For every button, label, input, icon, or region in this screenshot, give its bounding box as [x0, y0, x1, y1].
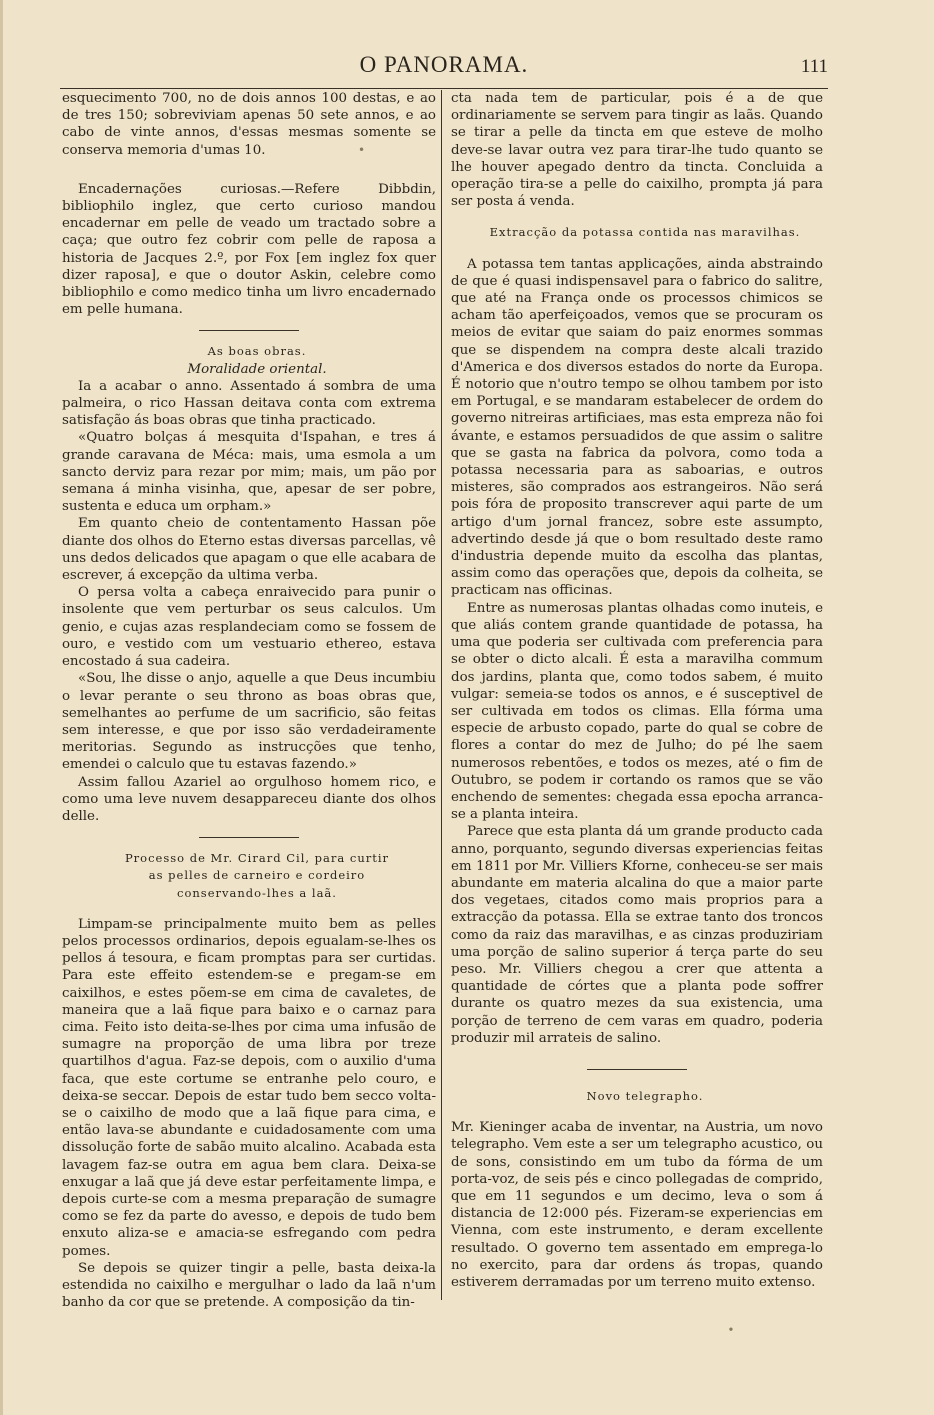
article-paragraph: Limpam-se principalmente muito bem as pelles pelos processos ordinarios, depois egualam-se-lhes os pellos á tesoura, e ficam promptas para ser curtidas. Para este effeito estendem-se e pregam-se em caixilhos, e estes põem-se em cima de cavaletes, de maneira que a laã fique para baixo e o carnaz para cima. Feito isto deita-se-lhes por cima uma infusão de sumagre na proporção de uma libra por treze quartilhos d'agua. Faz-se depois, com o auxilio d'uma faca, que este cortume se entranhe pelo couro, e deixa-se seccar. Depois de estar tudo bem secco volta-se o caixilho de modo que a laã fique para cima, e então lava-se abundante e cuidadosamente com uma dissolução forte de sabão muito alcalino. Acabada esta lavagem faz-se outra em agua bem clara. Deixa-se enxugar a laã que já deve estar perfeitamente limpa, e depois curte-se com a mesma preparação de sumagre como se fez da parte do avesso, e depois de tudo bem enxuto aliza-se e amacia-se esfregando com pedra pomes. — [62, 916, 436, 1259]
article-paragraph: Mr. Kieninger acaba de inventar, na Austria, um novo telegrapho. Vem este a ser um telegrapho acustico, ou de sons, consistindo em um tubo da fórma de um porta-voz, de seis pés e cinco pollegadas de comprido, que em 11 segundos e um decimo, leva o som á distancia de 12:000 pés. Fizeram-se experiencias em Vienna, com este instrumento, e deram excellente resultado. O governo tem assentado em emprega-lo no exercito, para dar ordens ás tropas, quando estiverem derramadas por um terreno muito extenso. — [451, 1120, 823, 1290]
article-paragraph: O persa volta a cabeça enraivecido para punir o insolente que vem perturbar os seus calculos. Um genio, e cujas azas resplandeciam como se fossem de ouro, e vestido com um vestuario ethereo, estava encostado á sua cadeira. — [62, 585, 436, 670]
section-separator — [199, 330, 299, 331]
article-paragraph: A potassa tem tantas applicações, ainda abstraindo de que é quasi indispensavel para o fabrico do salitre, que até na França onde os processos chimicos se acham tão aperfeiçoados, vemos que se procuram os meios de evitar que saiam do paiz enormes sommas que se dispendem na compra deste alcali trazido d'America e dos diversos estados do norte da Europa. É notorio que n'outro tempo se olhou tambem por isto em Portugal, e se mandaram estabelecer de ordem do governo nitreiras artificiaes, mas esta empreza não foi ávante, e estamos persuadidos de que assim o salitre que se gasta na fabrica da polvora, como toda a potassa necessaria para as saboarias, e outros misteres, são comprados aos estrangeiros. Não será pois fóra de proposito transcrever aqui parte de um artigo d'um jornal francez, sobre este assumpto, advertindo desde já que o bom resultado deste ramo d'industria depende muito da escolha das plantas, assim como das operações que, depois da colheita, se practicam nas officinas. — [451, 256, 823, 599]
left-column — [62, 90, 436, 1311]
ink-spot: ∙ — [728, 1322, 734, 1336]
section-title-processo-1: Processo de Mr. Cirard Cil, para curtir — [124, 851, 390, 866]
section-title-potassa: Extracção da potassa contida nas maravilhas. — [489, 225, 801, 240]
section-title-telegrapho: Novo telegrapho. — [586, 1088, 704, 1103]
journal-title: O PANORAMA. — [359, 52, 529, 77]
page-number: 111 — [800, 56, 828, 77]
article-paragraph: Em quanto cheio de contentamento Hassan põe diante dos olhos do Eterno estas diversas parcellas, vê uns dedos delicados que apagam o que elle acabara de escrever, á excepção da ultima verba. — [62, 516, 436, 584]
article-paragraph: «Quatro bolças á mesquita d'Ispahan, e tres á grande caravana de Méca: mais, uma esmola a um sancto derviz para rezar por mim; mais, um pão por semana á minha visinha, que, apesar de ser pobre, sustenta e educa um orpham.» — [62, 430, 436, 515]
article-paragraph: Entre as numerosas plantas olhadas como inuteis, e que aliás contem grande quantidade de potassa, ha uma que poderia ser cultivada com preferencia para se obter o dicto alcali. É esta a maravilha commum dos jardins, planta que, como todos sabem, é muito vulgar: semeia-se todos os annos, e é susceptivel de ser cultivada em todos os climas. Ella fórma uma especie de arbusto copado, parte do qual se cobre de flores a contar do mez de Julho; do pé lhe saem numerosos rebentões, e todos os mezes, até o fim de Outubro, se podem ir cortando os ramos que se vão enchendo de sementes: chegada essa epocha arranca-se a planta inteira. — [451, 600, 823, 823]
column-divider — [441, 90, 442, 1300]
article-paragraph: Assim fallou Azariel ao orgulhoso homem rico, e como uma leve nuvem desappareceu diante dos olhos delle. — [62, 774, 436, 824]
right-column — [451, 90, 823, 1291]
page-edge — [0, 0, 3, 1415]
article-paragraph: Ia a acabar o anno. Assentado á sombra de uma palmeira, o rico Hassan deitava conta com extrema satisfação ás boas obras que tinha practicado. — [62, 378, 436, 429]
ink-spot: • — [358, 143, 366, 157]
intro-paragraph: esquecimento 700, no de dois annos 100 destas, e ao de tres 150; sobreviviam apenas 50 sete annos, e ao cabo de vinte annos, d'essas mesmas somente se conserva memoria d'umas 10. — [62, 91, 436, 158]
article-paragraph: Se depois se quizer tingir a pelle, basta deixa-la estendida no caixilho e mergulhar o lado da laã n'um banho da cor que se pretende. A composição da tin- — [62, 1260, 436, 1311]
page-header — [60, 52, 828, 88]
section-separator — [199, 837, 299, 838]
section-title-processo-2: as pelles de carneiro e cordeiro — [148, 868, 366, 883]
section-title-processo-3: conservando-lhes a laã. — [177, 885, 337, 900]
encadernacoes-paragraph: Encadernações curiosas.—Refere Dibbdin, bibliophilo inglez, que certo curioso mandou encadernar em pelle de veado um tractado sobre a caça; que outro fez cobrir com pelle de raposa a historia de Jacques 2.º, por Fox [em inglez fox quer dizer raposa], e que o doutor Askin, celebre como bibliophilo e como medico tinha um livro encadernado em pelle humana. — [62, 181, 436, 318]
continuation-paragraph: cta nada tem de particular, pois é a de que ordinariamente se servem para tingir as laãs. Quando se tirar a pelle da tincta em que esteve de molho deve-se lavar outra vez para tirar-lhe tudo quanto se lhe houver apegado dentro da tincta. Concluida a operação tira-se a pelle do caixilho, prompta já para ser posta á venda. — [451, 91, 823, 210]
article-paragraph: Parece que esta planta dá um grande producto cada anno, porquanto, segundo diversas experiencias feitas em 1811 por Mr. Villiers Kforne, conheceu-se ser mais abundante em materia alcalina do que a maior parte dos vegetaes, citados como mais proprios para a extracção da potassa. Ella se extrae tanto dos troncos como da raiz das maravilhas, e as cinzas produziriam uma porção de salino superior á terça parte do seu peso. Mr. Villiers chegou a crer que attenta a quantidade de córtes que a planta pode soffrer durante os quatro mezes da sua existencia, uma porção de terreno de cem varas em quadro, poderia produzir mil arrateis de salino. — [451, 824, 823, 1046]
section-subtitle-moralidade: Moralidade oriental. — [187, 361, 327, 377]
section-title-boas-obras: As boas obras. — [207, 344, 307, 359]
section-separator — [587, 1069, 687, 1070]
header-rule — [60, 88, 828, 89]
article-paragraph: «Sou, lhe disse o anjo, aquelle a que Deus incumbiu o levar perante o seu throno as boas obras que, semelhantes ao perfume de um sacrificio, são feitas sem interesse, e que por isso são verdadeiramente meritorias. Segundo as instrucções que tenho, emendei o calculo que tu estavas fazendo.» — [62, 671, 436, 773]
